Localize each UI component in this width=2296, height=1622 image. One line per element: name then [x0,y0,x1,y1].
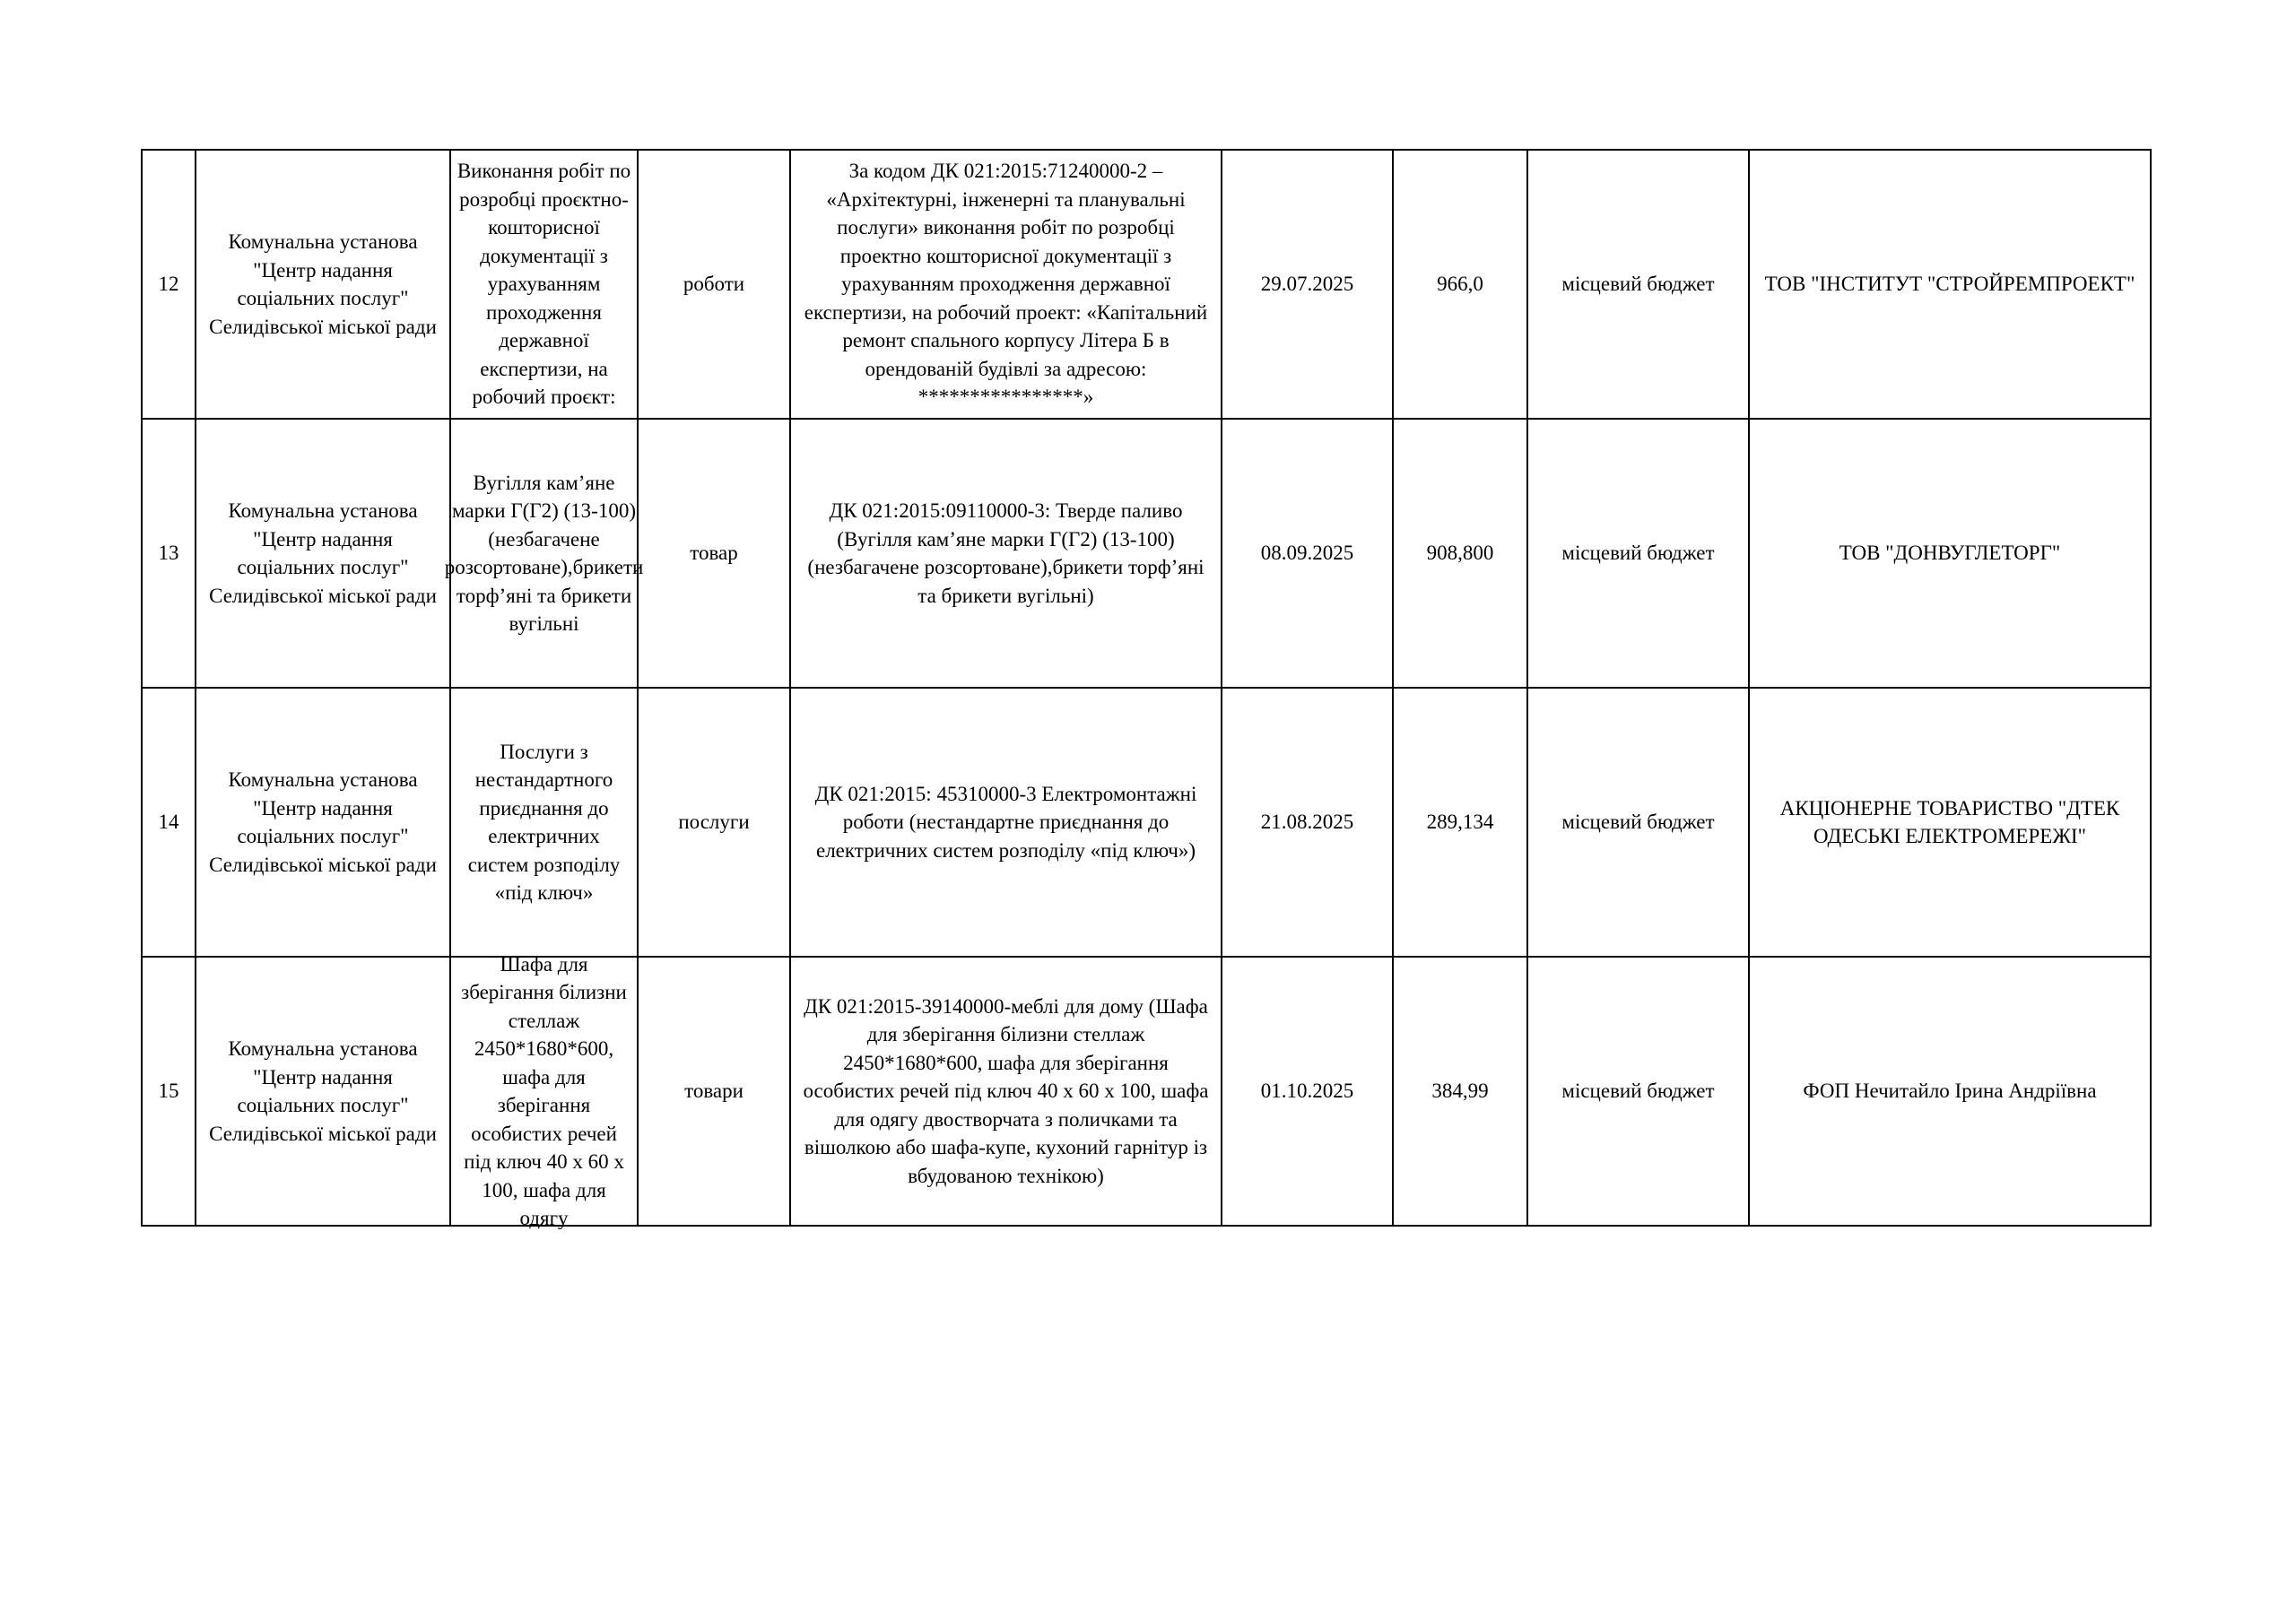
row-number: 13 [142,419,196,688]
amount-cell: 289,134 [1393,688,1527,957]
date-cell: 08.09.2025 [1222,419,1393,688]
funding-cell: місцевий бюджет [1527,957,1749,1226]
customer-cell: Комунальна установа "Центр надання соціальних послуг" Селидівської міської ради [196,150,450,419]
type-cell: послуги [638,688,790,957]
customer-cell: Комунальна установа "Центр надання соціальних послуг" Селидівської міської ради [196,957,450,1226]
subject-cell: Вугілля кам’яне марки Г(Г2) (13-100) (незбагачене розсортоване),брикети торф’яні та брикети вугільні [450,419,638,688]
row-number: 15 [142,957,196,1226]
subject-cell: Виконання робіт по розробці проєктно-кошторисної документації з урахуванням проходження державної експертизи, на робочий проєкт: [450,150,638,419]
table-row [142,150,2151,419]
code-cell: За кодом ДК 021:2015:71240000-2 – «Архітектурні, інженерні та планувальні послуги» виконання робіт по розробці проектно кошторисної документації з урахуванням проходження державної експертизи, на робочий проект: «Капітальний ремонт спального корпусу Літера Б в орендованій будівлі за адресою: ****************» [790,150,1222,419]
customer-cell: Комунальна установа "Центр надання соціальних послуг" Селидівської міської ради [196,419,450,688]
procurement-table [141,149,2152,1227]
row-number: 12 [142,150,196,419]
type-cell: роботи [638,150,790,419]
subject-cell: Послуги з нестандартного приєднання до електричних систем розподілу «під ключ» [450,688,638,957]
row-number: 14 [142,688,196,957]
date-cell: 21.08.2025 [1222,688,1393,957]
type-cell: товари [638,957,790,1226]
code-cell: ДК 021:2015:09110000-3: Тверде паливо (Вугілля кам’яне марки Г(Г2) (13-100) (незбагачене розсортоване),брикети торф’яні та брикети вугільні) [790,419,1222,688]
subject-cell: Шафа для зберігання білизни стеллаж 2450*1680*600, шафа для зберігання особистих речей під ключ 40 х 60 х 100, шафа для одягу [450,957,638,1226]
date-cell: 01.10.2025 [1222,957,1393,1226]
code-cell: ДК 021:2015-39140000-меблі для дому (Шафа для зберігання білизни стеллаж 2450*1680*600, шафа для зберігання особистих речей під ключ 40 х 60 х 100, шафа для одягу двостворчата з поличками та вішолкою або шафа-купе, кухоний гарнітур із вбудованою технікою) [790,957,1222,1226]
customer-cell: Комунальна установа "Центр надання соціальних послуг" Селидівської міської ради [196,688,450,957]
funding-cell: місцевий бюджет [1527,150,1749,419]
date-cell: 29.07.2025 [1222,150,1393,419]
supplier-cell: АКЦІОНЕРНЕ ТОВАРИСТВО "ДТЕК ОДЕСЬКІ ЕЛЕКТРОМЕРЕЖІ" [1749,688,2151,957]
funding-cell: місцевий бюджет [1527,419,1749,688]
table-row [142,957,2151,1226]
amount-cell: 966,0 [1393,150,1527,419]
type-cell: товар [638,419,790,688]
code-cell: ДК 021:2015: 45310000-3 Електромонтажні роботи (нестандартне приєднання до електричних систем розподілу «під ключ») [790,688,1222,957]
table-row [142,688,2151,957]
supplier-cell: ТОВ "ДОНВУГЛЕТОРГ" [1749,419,2151,688]
supplier-cell: ТОВ "ІНСТИТУТ "СТРОЙРЕМПРОЕКТ" [1749,150,2151,419]
table-row [142,419,2151,688]
amount-cell: 908,800 [1393,419,1527,688]
supplier-cell: ФОП Нечитайло Ірина Андріївна [1749,957,2151,1226]
amount-cell: 384,99 [1393,957,1527,1226]
funding-cell: місцевий бюджет [1527,688,1749,957]
